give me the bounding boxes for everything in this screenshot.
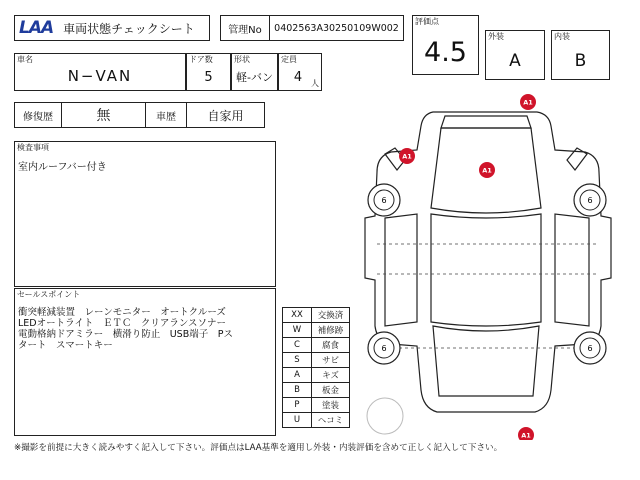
- interior-grade-label: 内装: [554, 32, 570, 41]
- damage-mark: [479, 162, 495, 178]
- right-side-panel: [555, 214, 589, 326]
- vehicle-name-cell: [14, 53, 186, 91]
- repair-history-value: 無: [62, 103, 146, 127]
- doors-value: 5: [204, 69, 213, 85]
- legend-row: [283, 353, 350, 368]
- interior-grade: B: [574, 51, 587, 71]
- legend-meaning: 交換済: [312, 308, 350, 323]
- legend-code: U: [283, 413, 312, 428]
- interior-grade-box: [551, 30, 610, 80]
- legend-row: [283, 368, 350, 383]
- legend-meaning: ヘコミ: [312, 413, 350, 428]
- damage-mark: [518, 427, 534, 440]
- damage-mark: [399, 148, 415, 164]
- shape-value: 軽-バン: [236, 71, 273, 84]
- legend-meaning: 塗装: [312, 398, 350, 413]
- doors-cell: [186, 53, 231, 91]
- legend-code: XX: [283, 308, 312, 323]
- rear-window-outline: [433, 326, 539, 396]
- damage-mark-label: A1: [523, 98, 533, 107]
- shape-cell: [231, 53, 278, 91]
- exterior-grade: A: [509, 51, 521, 71]
- inspection-text: 室内ルーフバー付き: [18, 162, 107, 173]
- legend-meaning: 補修跡: [312, 323, 350, 338]
- score-label: 評価点: [415, 17, 439, 26]
- sales-point-label: セールスポイント: [17, 290, 81, 299]
- tire-label: 6: [587, 196, 593, 205]
- sales-point-line: 電動格納ドアミラー 横滑り防止 USB端子 Pス: [18, 329, 233, 340]
- roof-outline: [431, 214, 541, 326]
- management-number-label: 管理No: [221, 16, 270, 40]
- legend-row: [283, 338, 350, 353]
- repair-history-label: 修復歴: [15, 103, 62, 127]
- capacity-label: 定員: [281, 55, 297, 64]
- legend-row: [283, 308, 350, 323]
- damage-mark-label: A1: [482, 166, 492, 175]
- doors-label: ドア数: [189, 55, 213, 64]
- capacity-value: 4: [293, 69, 303, 85]
- sales-point-box: [14, 288, 276, 436]
- legend-code: B: [283, 383, 312, 398]
- sales-point-line: LEDオートライト ＥＴＣ クリアランスソナー: [18, 318, 227, 329]
- history-row: [14, 102, 265, 128]
- vehicle-history-label: 車歴: [146, 103, 187, 127]
- capacity-unit: 人: [311, 79, 319, 88]
- damage-mark: [520, 94, 536, 110]
- footer-note: ※撮影を前提に大きく読みやすく記入して下さい。評価点はLAA基準を適用し外装・内装評価を含めて正しく記入して下さい。: [14, 443, 503, 453]
- tire-icon: [574, 332, 606, 364]
- legend-code: P: [283, 398, 312, 413]
- laa-logo: LAA: [19, 18, 54, 38]
- inspection-label: 検査事項: [17, 143, 49, 152]
- legend-code: C: [283, 338, 312, 353]
- legend-meaning: キズ: [312, 368, 350, 383]
- exterior-grade-label: 外装: [488, 32, 504, 41]
- sales-point-line: 衝突軽減装置 レーンモニター オートクルーズ: [18, 307, 226, 318]
- tire-label: 6: [381, 196, 387, 205]
- hood-outline: [441, 116, 531, 128]
- vehicle-name: N−VAN: [67, 67, 133, 85]
- shape-label: 形状: [234, 55, 250, 64]
- inspection-box: [14, 141, 276, 287]
- damage-mark-label: A1: [402, 152, 412, 161]
- sheet-title: 車両状態チェックシート: [63, 21, 195, 36]
- left-side-panel: [385, 214, 417, 326]
- defect-code-legend: [282, 307, 350, 428]
- legend-code: A: [283, 368, 312, 383]
- sales-point-text: [18, 307, 274, 351]
- capacity-cell: [278, 53, 322, 91]
- legend-code: S: [283, 353, 312, 368]
- damage-mark-label: A1: [521, 431, 531, 440]
- tire-label: 6: [587, 344, 593, 353]
- legend-meaning: 腐食: [312, 338, 350, 353]
- management-number-box: [220, 15, 404, 41]
- legend-row: [283, 383, 350, 398]
- tire-icon: [368, 332, 400, 364]
- vehicle-name-label: 車名: [17, 55, 33, 64]
- vehicle-history-value: 自家用: [207, 108, 244, 123]
- score-value: 4.5: [424, 36, 467, 68]
- legend-code: W: [283, 323, 312, 338]
- tire-icon: [574, 184, 606, 216]
- spare-tire-outline: [367, 398, 403, 434]
- legend-row: [283, 413, 350, 428]
- legend-row: [283, 398, 350, 413]
- management-number: 0402563A30250109W002: [274, 22, 399, 34]
- exterior-grade-box: [485, 30, 545, 80]
- sales-point-line: タート スマートキー: [18, 340, 113, 351]
- legend-meaning: 板金: [312, 383, 350, 398]
- legend-meaning: サビ: [312, 353, 350, 368]
- sheet-title-box: [14, 15, 210, 41]
- car-damage-diagram: [355, 90, 620, 440]
- tire-label: 6: [381, 344, 387, 353]
- legend-row: [283, 323, 350, 338]
- score-box: [412, 15, 479, 75]
- tire-icon: [368, 184, 400, 216]
